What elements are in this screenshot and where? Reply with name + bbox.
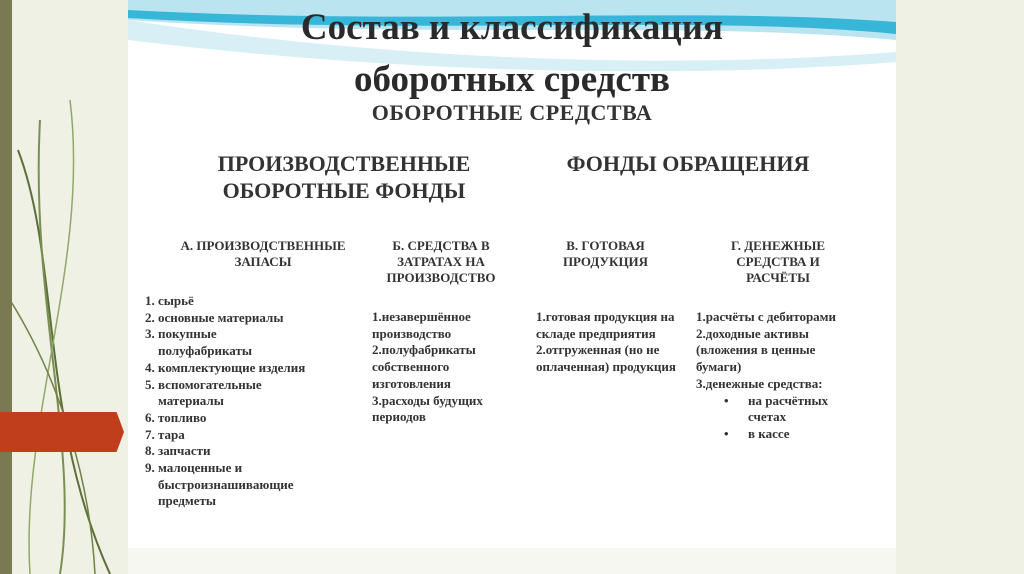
list-item: 2.полуфабрикаты собственного изготовления bbox=[372, 342, 476, 391]
subtitle: ОБОРОТНЫЕ СРЕДСТВА bbox=[371, 100, 653, 125]
column-b-list bbox=[372, 309, 512, 426]
column-c-heading bbox=[533, 238, 678, 270]
list-item: 2.доходные активы (вложения в ценные бумаги) bbox=[696, 325, 816, 375]
column-b-heading-line: ЗАТРАТАХ НА bbox=[397, 254, 485, 269]
column-d-heading bbox=[698, 238, 858, 286]
list-item: 4. комплектующие изделия bbox=[158, 360, 363, 377]
list-item: 7. тара bbox=[158, 427, 363, 444]
group-left-line-2: ОБОРОТНЫЕ ФОНДЫ bbox=[222, 178, 466, 203]
group-production-funds bbox=[174, 150, 514, 204]
bullet-item: • в кассе bbox=[748, 426, 866, 443]
column-c-heading-line: ПРОДУКЦИЯ bbox=[562, 254, 649, 269]
column-b-heading-line: Б. СРЕДСТВА В bbox=[392, 238, 490, 253]
list-item: 6. топливо bbox=[158, 410, 363, 427]
list-item: 3.расходы будущих периодов bbox=[372, 392, 483, 425]
list-item: 1.расчёты с дебиторами bbox=[696, 309, 837, 324]
slide-title bbox=[128, 2, 896, 106]
column-b-heading bbox=[366, 238, 516, 286]
column-d-heading-line: Г. ДЕНЕЖНЫЕ bbox=[730, 238, 826, 253]
group-left-line-1: ПРОИЗВОДСТВЕННЫЕ bbox=[217, 151, 471, 176]
list-item: 5. вспомогательные материалы bbox=[158, 377, 288, 410]
grass-stroke-decor bbox=[0, 0, 128, 574]
column-d-heading-line: РАСЧЁТЫ bbox=[746, 270, 810, 285]
title-line-1: Состав и классификация bbox=[300, 7, 724, 48]
list-item: 2.отгруженная (но не оплаченная) продукция bbox=[536, 342, 676, 375]
right-decor-panel bbox=[896, 0, 1024, 574]
list-item: 8. запчасти bbox=[158, 443, 363, 460]
list-item: 2. основные материалы bbox=[158, 310, 363, 327]
column-a-heading bbox=[148, 238, 378, 270]
column-d-list bbox=[696, 309, 866, 443]
list-item: 1. сырьё bbox=[158, 293, 363, 310]
column-d-heading-line: СРЕДСТВА И bbox=[736, 254, 820, 269]
column-c-list bbox=[536, 309, 686, 376]
slide-bottom-edge bbox=[128, 548, 896, 574]
list-item: 3. покупные полуфабрикаты bbox=[158, 326, 288, 359]
list-item: 9. малоценные и быстроизнашивающие предметы bbox=[158, 460, 328, 510]
group-circulation-funds: ФОНДЫ ОБРАЩЕНИЯ bbox=[566, 151, 810, 176]
slide bbox=[128, 0, 896, 548]
column-c-heading-line: В. ГОТОВАЯ bbox=[566, 238, 645, 253]
list-item: 1.незавершённое производство bbox=[372, 309, 471, 341]
list-item: 3.денежные средства: bbox=[696, 375, 823, 391]
list-item: 1.готовая продукция на складе предприятия bbox=[536, 309, 675, 341]
bullet-item: • на расчётных счетах bbox=[748, 393, 848, 426]
column-b-heading-line: ПРОИЗВОДСТВО bbox=[386, 270, 496, 285]
title-line-2: оборотных средств bbox=[354, 59, 670, 100]
column-a-list bbox=[128, 293, 363, 510]
column-a-heading-line: А. ПРОИЗВОДСТВЕННЫЕ bbox=[180, 238, 346, 253]
accent-arrow-tab bbox=[0, 412, 124, 452]
column-a-heading-line: ЗАПАСЫ bbox=[234, 254, 292, 269]
